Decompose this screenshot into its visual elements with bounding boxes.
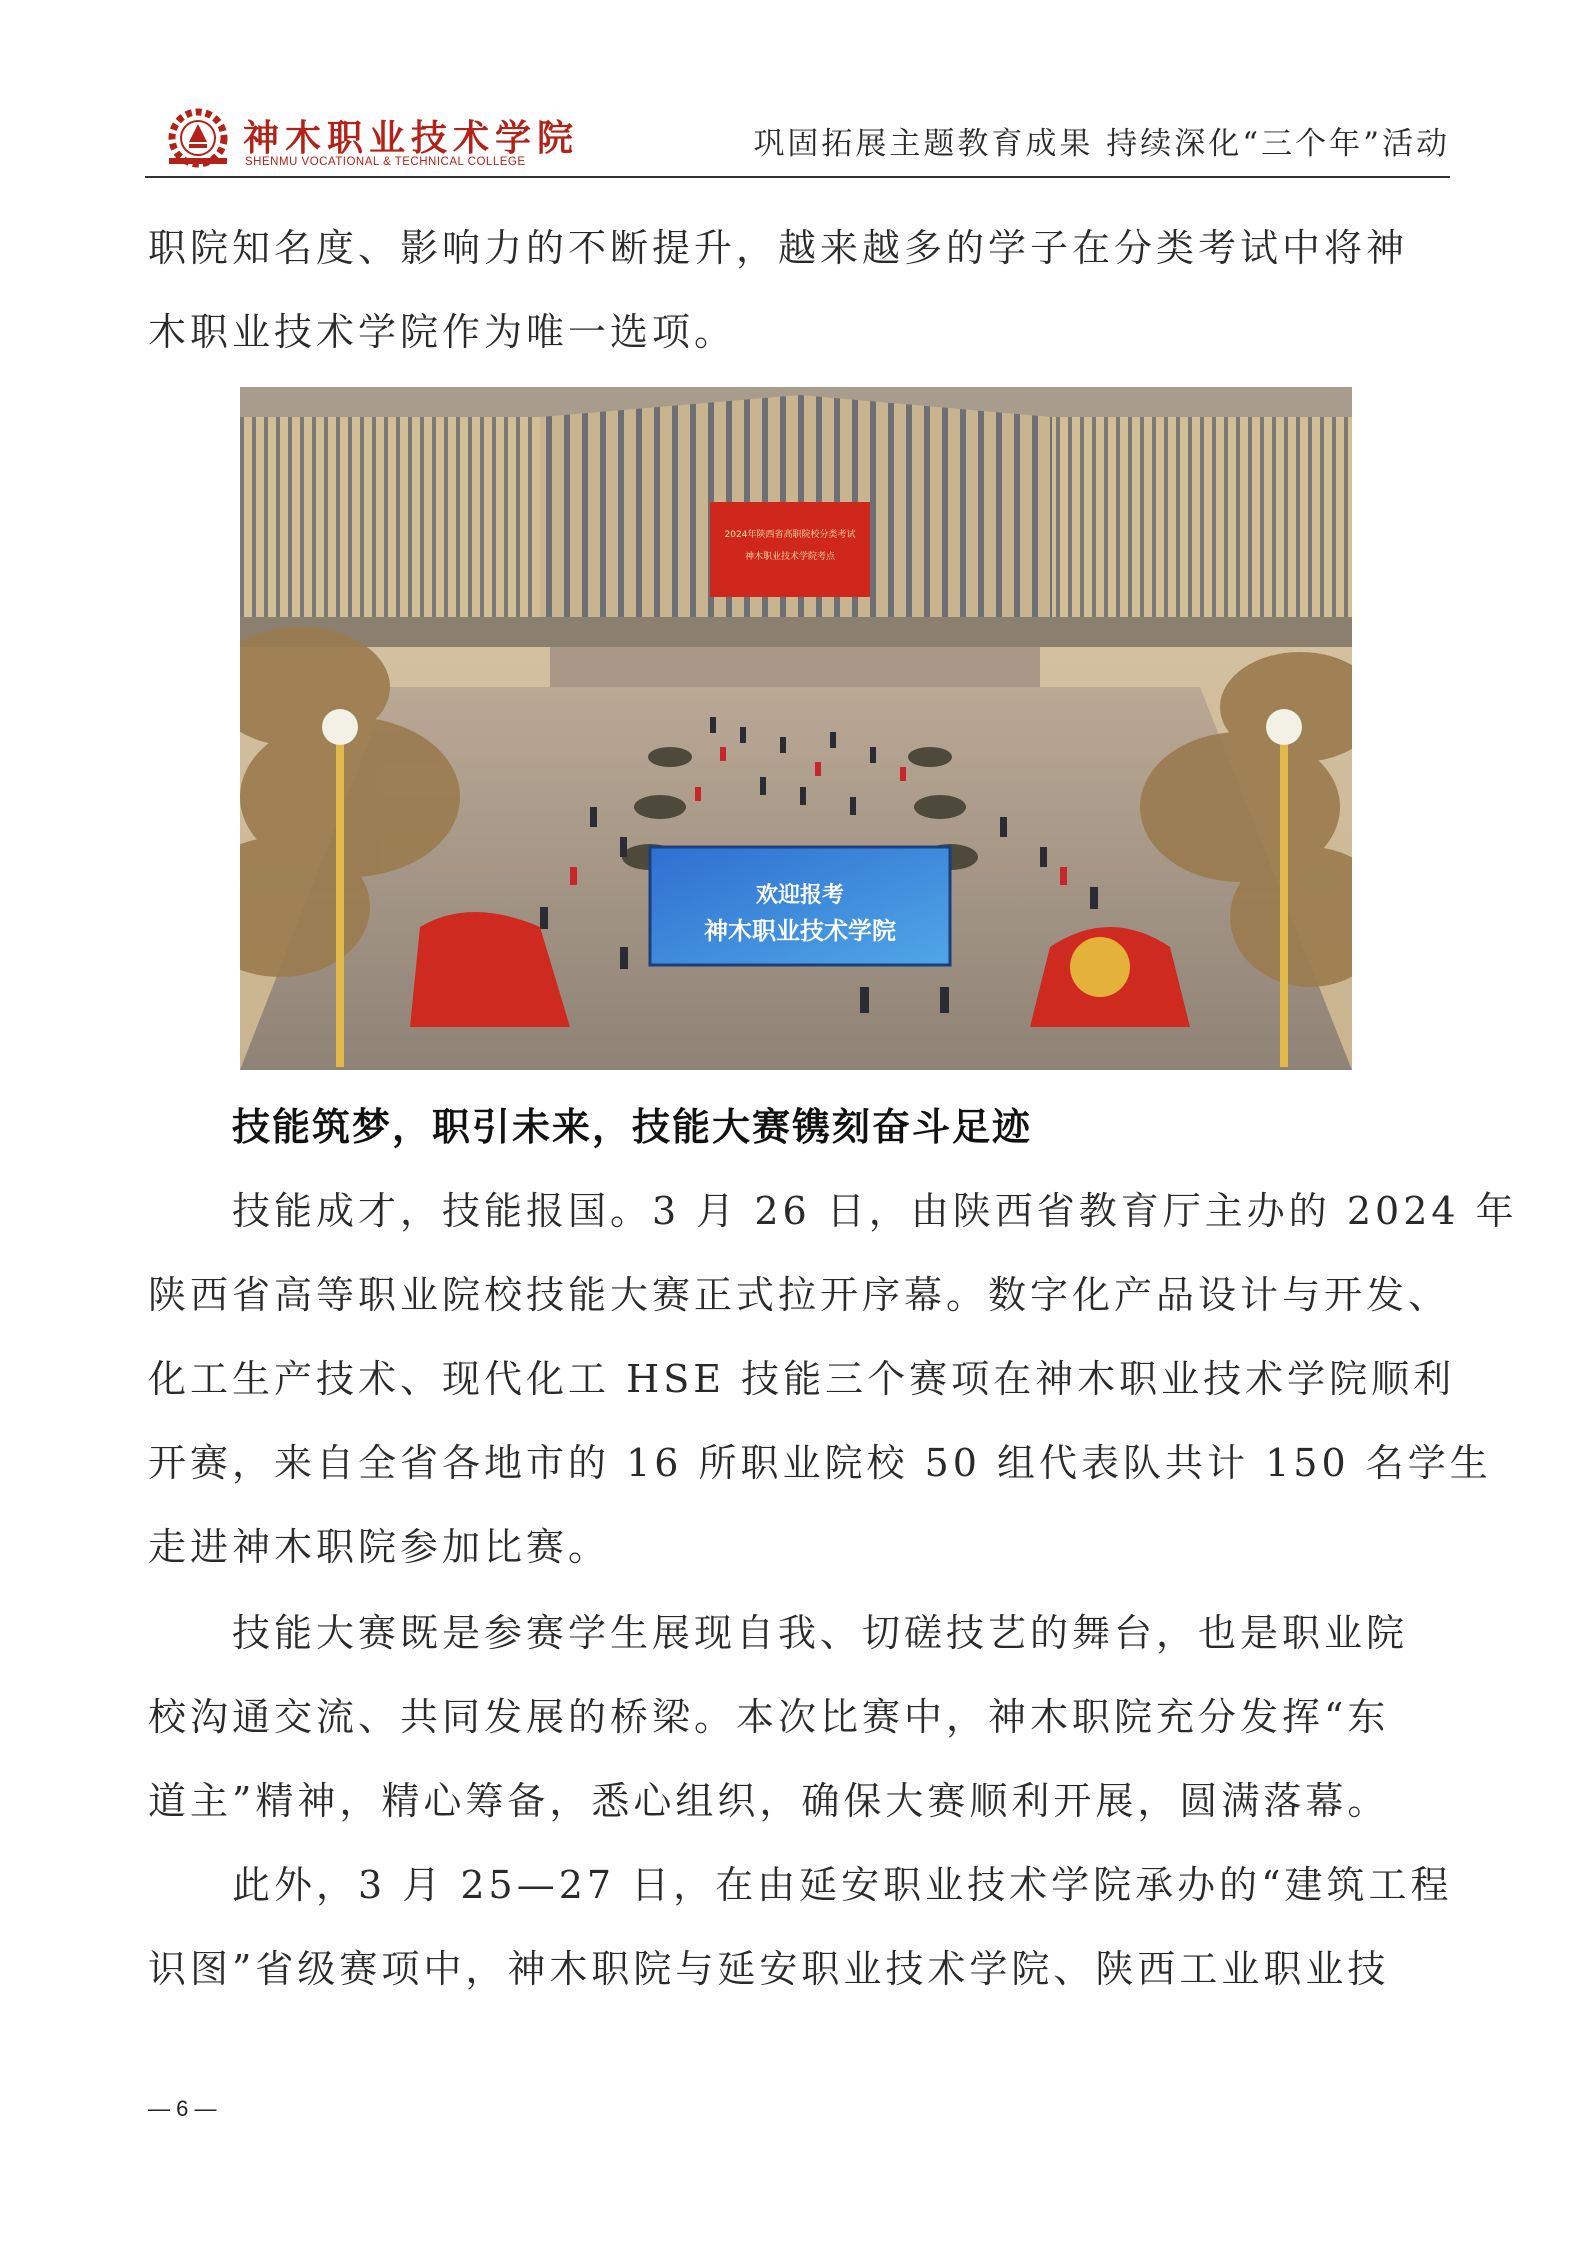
page-number: — 6 —	[148, 2096, 217, 2121]
body-paragraph	[148, 1169, 1518, 1589]
page-header	[145, 100, 1450, 178]
text-line: 陕西省高等职业院校技能大赛正式拉开序幕。数字化产品设计与开发、	[148, 1273, 1451, 1317]
body-paragraph	[148, 1591, 1450, 1843]
text-line: 走进神木职院参加比赛。	[148, 1525, 611, 1569]
text-line: 技能成才，技能报国。3 月 26 日，由陕西省教育厅主办的 2024 年	[148, 1189, 1518, 1233]
logo-english-name: SHENMU VOCATIONAL & TECHNICAL COLLEGE	[245, 156, 526, 168]
text-line: 职院知名度、影响力的不断提升，越来越多的学子在分类考试中将神	[148, 226, 1409, 270]
building-banner-text: 神木职业技术学院考点	[744, 552, 836, 562]
welcome-banner-text: 欢迎报考	[755, 882, 845, 908]
welcome-banner-text: 神木职业技术学院	[704, 916, 896, 945]
college-emblem-icon	[165, 106, 235, 172]
text-line: 校沟通交流、共同发展的桥梁。本次比赛中，神木职院充分发挥“东	[148, 1695, 1390, 1739]
text-line: 此外，3 月 25—27 日，在由延安职业技术学院承办的“建筑工程	[148, 1863, 1453, 1907]
text-line: 识图”省级赛项中，神木职院与延安职业技术学院、陕西工业职业技	[148, 1947, 1390, 1991]
intro-paragraph	[148, 206, 1450, 374]
body-paragraph	[148, 1843, 1453, 2011]
header-title: 巩固拓展主题教育成果 持续深化“三个年”活动	[753, 126, 1450, 162]
campus-photo	[240, 387, 1352, 1070]
text-line: 开赛，来自全省各地市的 16 所职业院校 50 组代表队共计 150 名学生	[148, 1441, 1492, 1485]
text-line: 化工生产技术、现代化工 HSE 技能三个赛项在神木职业技术学院顺利	[148, 1357, 1456, 1401]
text-line: 技能大赛既是参赛学生展现自我、切磋技艺的舞台，也是职业院	[148, 1611, 1409, 1655]
logo-chinese-name: 神木职业技术学院	[243, 117, 580, 159]
building-banner-text: 2024年陕西省高职院校分类考试	[724, 530, 856, 540]
section-heading: 技能筑梦，职引未来，技能大赛镌刻奋斗足迹	[232, 1105, 1033, 1149]
campus-photo-illustration	[240, 387, 1352, 1070]
text-line: 木职业技术学院作为唯一选项。	[148, 310, 737, 354]
college-logo	[165, 106, 725, 172]
text-line: 道主”精神，精心筹备，悉心组织，确保大赛顺利开展，圆满落幕。	[148, 1779, 1390, 1823]
